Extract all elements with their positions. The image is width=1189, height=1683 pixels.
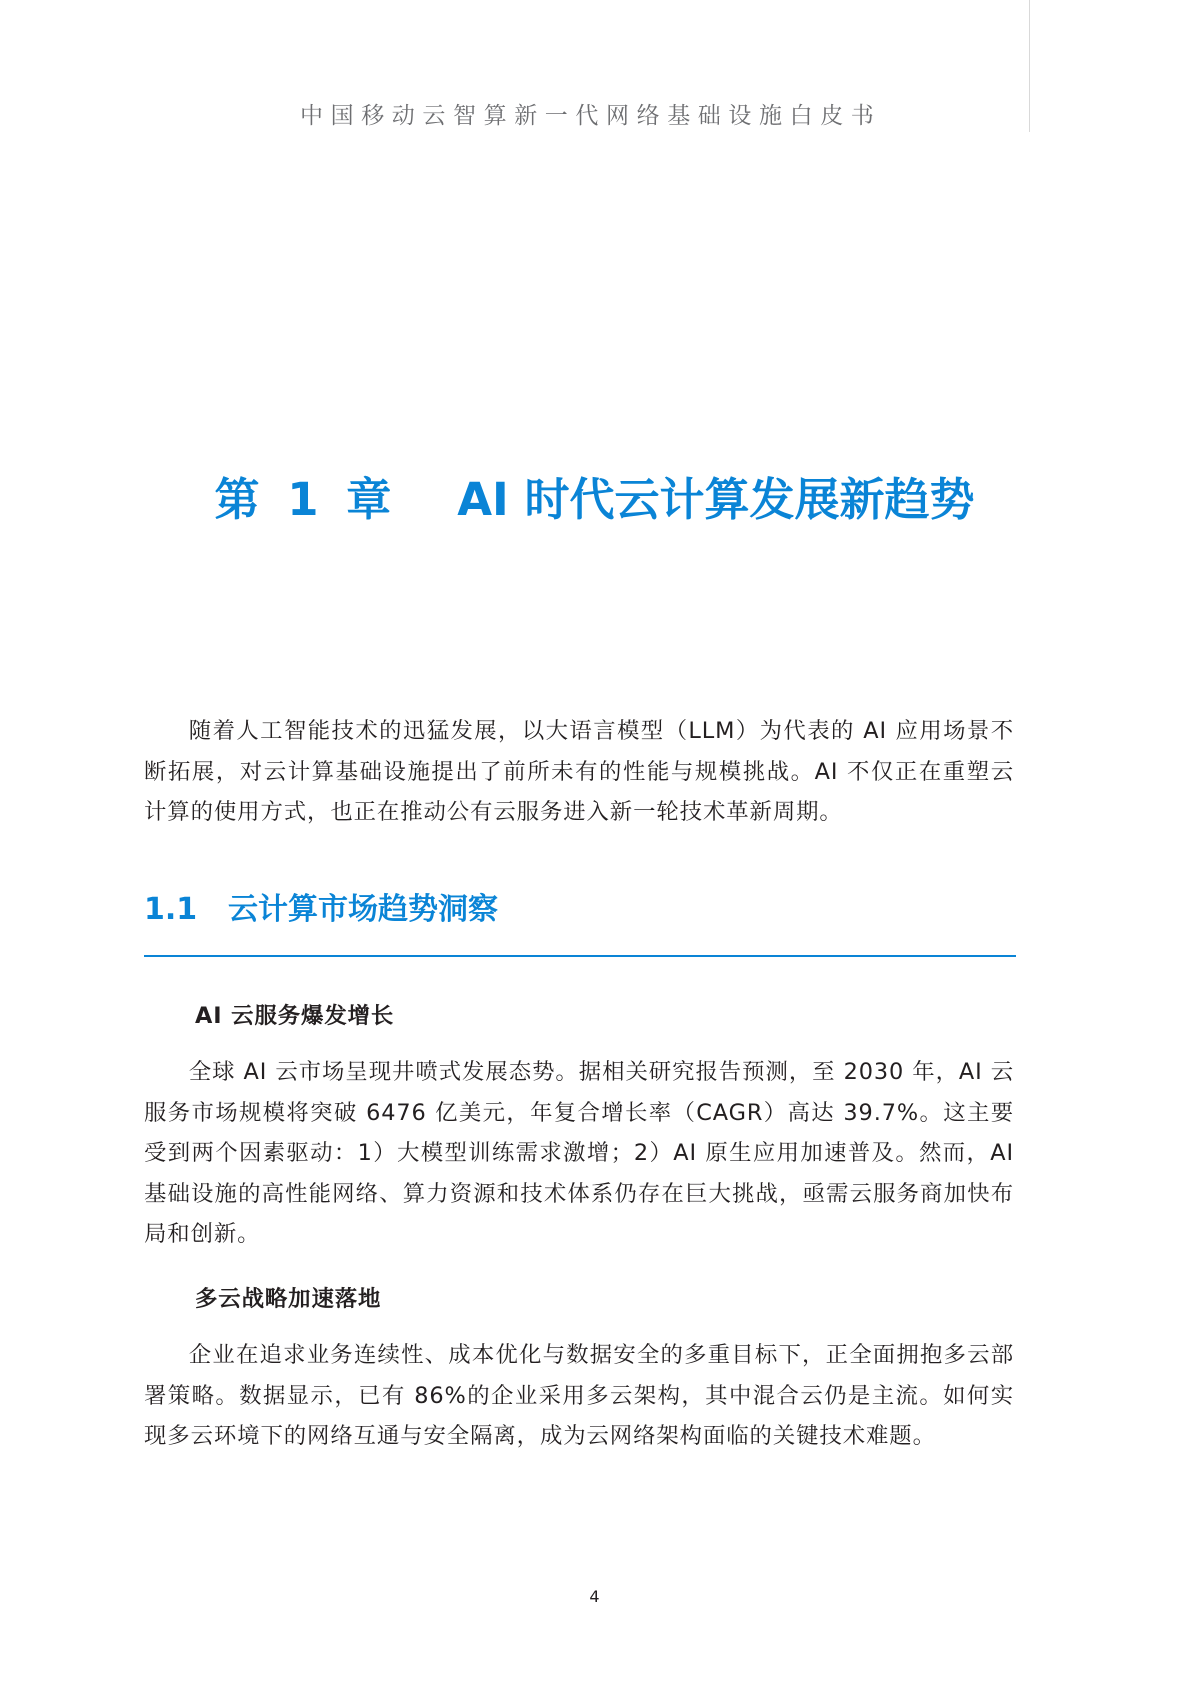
section-heading — [144, 888, 498, 932]
chapter-label: 第 1 章 — [214, 473, 392, 526]
section-title: 云计算市场趋势洞察 — [228, 892, 498, 927]
chapter-title — [0, 468, 1189, 532]
subsection-paragraph: 全球 AI 云市场呈现井喷式发展态势。据相关研究报告预测，至 2030 年，AI 云服务市场规模将突破 6476 亿美元，年复合增长率（CAGR）高达 39.7%。这主要受到两个因素驱动：1）大模型训练需求激增；2）AI 原生应用加速普及。然而，AI 基础设施的高性能网络、算力资源和技术体系仍存在巨大挑战，亟需云服务商加快布局和创新。 — [144, 1059, 1014, 1247]
page-corner-rule — [1029, 0, 1030, 132]
intro-paragraph: 随着人工智能技术的迅猛发展，以大语言模型（LLM）为代表的 AI 应用场景不断拓展，对云计算基础设施提出了前所未有的性能与规模挑战。AI 不仅正在重塑云计算的使用方式，也正在推动公有云服务进入新一轮技术革新周期。 — [144, 718, 1014, 825]
chapter-name: AI 时代云计算发展新趋势 — [457, 473, 975, 526]
running-header: 中国移动云智算新一代网络基础设施白皮书 — [300, 103, 882, 129]
section-number: 1.1 — [144, 892, 198, 927]
subsection-heading: AI 云服务爆发增长 — [195, 1003, 395, 1029]
subsection-heading: 多云战略加速落地 — [195, 1286, 382, 1312]
subsection-paragraph: 企业在追求业务连续性、成本优化与数据安全的多重目标下，正全面拥抱多云部署策略。数据显示，已有 86%的企业采用多云架构，其中混合云仍是主流。如何实现多云环境下的网络互通与安全隔离，成为云网络架构面临的关键技术难题。 — [144, 1342, 1014, 1449]
section-divider — [144, 955, 1016, 957]
page-number: 4 — [589, 1587, 600, 1606]
